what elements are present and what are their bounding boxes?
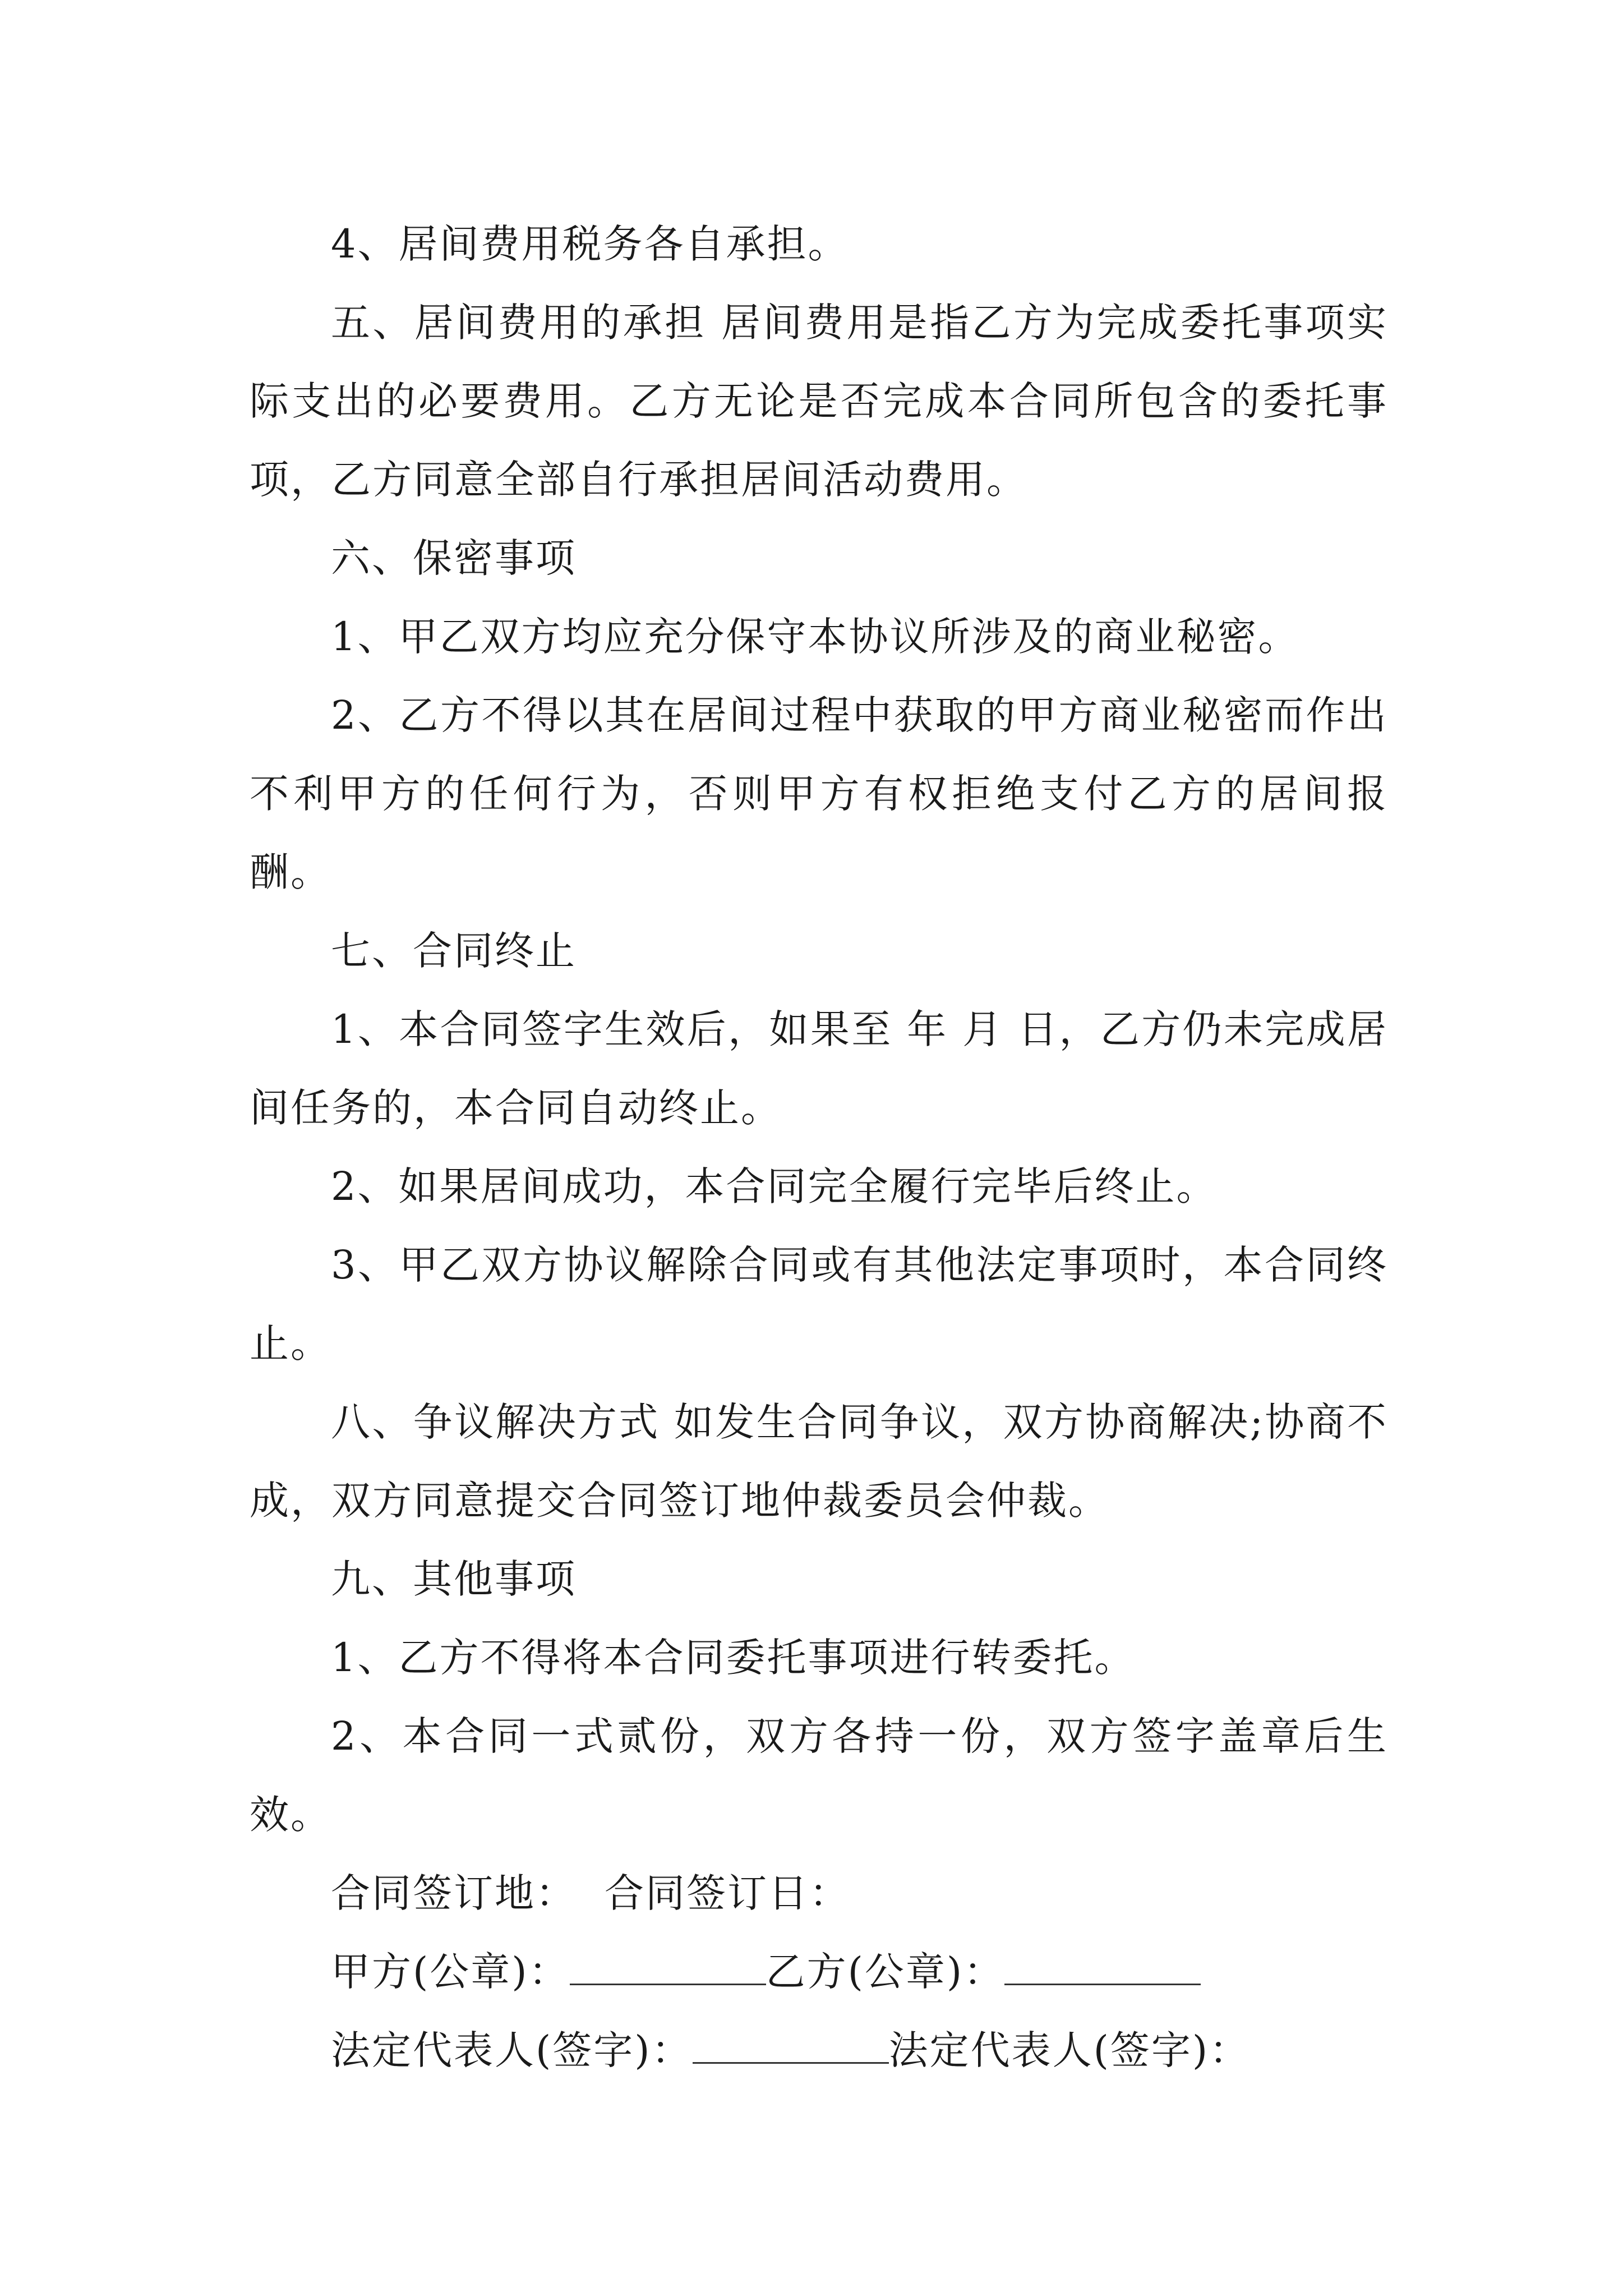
paragraph-other-1: 1、乙方不得将本合同委托事项进行转委托。 xyxy=(331,1635,1136,1681)
seal-row xyxy=(250,1932,1388,2011)
paragraph-fee-tax: 4、居间费用税务各自承担。 xyxy=(331,221,849,267)
paragraph-section-eight: 八、争议解决方式 如发生合同争议，双方协商解决;协商不成，双方同意提交合同签订地仲裁委员会仲裁。 xyxy=(250,1399,1388,1524)
signing-place-date-row xyxy=(250,1854,1388,1932)
paragraph-other-2: 2、本合同一式贰份，双方各持一份，双方签字盖章后生效。 xyxy=(250,1713,1388,1838)
legal-rep-row xyxy=(250,2011,1388,2090)
legal-rep-a-blank xyxy=(693,2028,889,2064)
signing-place-label: 合同签订地： xyxy=(331,1870,577,1916)
paragraph-section-nine-heading: 九、其他事项 xyxy=(331,1556,577,1602)
legal-rep-a-label: 法定代表人(签字)： xyxy=(331,2027,693,2073)
party-b-seal-label: 乙方(公章)： xyxy=(766,1949,1005,1995)
signing-date-label: 合同签订日： xyxy=(605,1870,850,1916)
document-body xyxy=(250,205,1388,2090)
paragraph-termination-1: 1、本合同签字生效后，如果至 年 月 日，乙方仍未完成居间任务的，本合同自动终止。 xyxy=(250,1006,1388,1131)
paragraph-section-five: 五、居间费用的承担 居间费用是指乙方为完成委托事项实际支出的必要费用。乙方无论是否完成本合同所包含的委托事项，乙方同意全部自行承担居间活动费用。 xyxy=(250,300,1388,503)
party-a-seal-blank xyxy=(570,1950,766,1985)
paragraph-confidential-1: 1、甲乙双方均应充分保守本协议所涉及的商业秘密。 xyxy=(331,614,1299,660)
paragraph-termination-2: 2、如果居间成功，本合同完全履行完毕后终止。 xyxy=(331,1163,1218,1209)
paragraph-termination-3: 3、甲乙双方协议解除合同或有其他法定事项时，本合同终止。 xyxy=(250,1242,1388,1366)
paragraph-section-six-heading: 六、保密事项 xyxy=(331,535,577,581)
paragraph-section-seven-heading: 七、合同终止 xyxy=(331,928,577,974)
paragraph-confidential-2: 2、乙方不得以其在居间过程中获取的甲方商业秘密而作出不利甲方的任何行为，否则甲方有权拒绝支付乙方的居间报酬。 xyxy=(250,692,1388,895)
party-b-seal-blank xyxy=(1004,1950,1201,1985)
party-a-seal-label: 甲方(公章)： xyxy=(331,1949,570,1995)
legal-rep-b-label: 法定代表人(签字)： xyxy=(888,2027,1251,2073)
